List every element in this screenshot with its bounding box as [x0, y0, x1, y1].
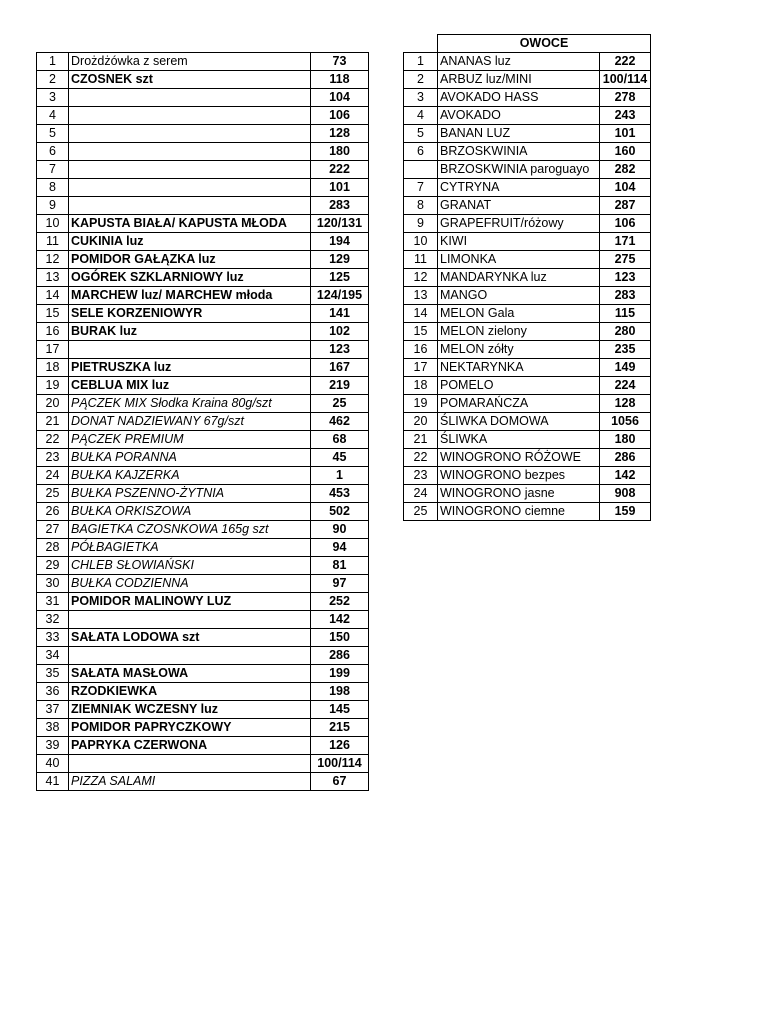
- table-row: [404, 449, 651, 467]
- product-code: 123: [311, 341, 369, 359]
- product-code: 286: [311, 647, 369, 665]
- table-row: [37, 287, 369, 305]
- table-row: [404, 323, 651, 341]
- product-code: 199: [311, 665, 369, 683]
- table-row: [404, 107, 651, 125]
- row-number: 8: [404, 197, 438, 215]
- table-row: [37, 737, 369, 755]
- product-name: PAPRYKA CZERWONA: [69, 737, 311, 755]
- row-number: 23: [37, 449, 69, 467]
- product-name: OGÓREK SZKLARNIOWY luz: [69, 269, 311, 287]
- product-name: BRZOSKWINIA paroguayo: [438, 161, 600, 179]
- product-name: POMIDOR MALINOWY LUZ: [69, 593, 311, 611]
- product-name: POMIDOR GAŁĄZKA luz: [69, 251, 311, 269]
- product-name: [69, 161, 311, 179]
- row-number: 2: [37, 71, 69, 89]
- product-name: WINOGRONO bezpes: [438, 467, 600, 485]
- fruits-header-row: [404, 35, 651, 53]
- table-row: [37, 233, 369, 251]
- product-code: 97: [311, 575, 369, 593]
- table-row: [37, 251, 369, 269]
- product-code: 275: [600, 251, 651, 269]
- product-name: CEBLUA MIX luz: [69, 377, 311, 395]
- product-name: AVOKADO HASS: [438, 89, 600, 107]
- product-name: MANGO: [438, 287, 600, 305]
- product-name: CHLEB SŁOWIAŃSKI: [69, 557, 311, 575]
- product-code: 462: [311, 413, 369, 431]
- product-code: 128: [600, 395, 651, 413]
- product-name: ŚLIWKA: [438, 431, 600, 449]
- product-name: ARBUZ luz/MINI: [438, 71, 600, 89]
- product-name: CYTRYNA: [438, 179, 600, 197]
- table-row: [37, 413, 369, 431]
- product-name: POMIDOR PAPRYCZKOWY: [69, 719, 311, 737]
- product-code: 101: [311, 179, 369, 197]
- product-name: ŚLIWKA DOMOWA: [438, 413, 600, 431]
- product-code: 128: [311, 125, 369, 143]
- product-name: BUŁKA ORKISZOWA: [69, 503, 311, 521]
- product-name: ZIEMNIAK WCZESNY luz: [69, 701, 311, 719]
- table-row: [37, 467, 369, 485]
- row-number: 7: [404, 179, 438, 197]
- table-row: [404, 413, 651, 431]
- row-number: 26: [37, 503, 69, 521]
- product-code: 142: [600, 467, 651, 485]
- table-row: [37, 377, 369, 395]
- product-code: 124/195: [311, 287, 369, 305]
- product-name: Drożdżówka z serem: [69, 53, 311, 71]
- product-code: 115: [600, 305, 651, 323]
- product-name: DONAT NADZIEWANY 67g/szt: [69, 413, 311, 431]
- row-number: 10: [404, 233, 438, 251]
- table-row: [37, 89, 369, 107]
- product-code: 104: [600, 179, 651, 197]
- product-code: 45: [311, 449, 369, 467]
- table-row: [37, 431, 369, 449]
- row-number: 12: [37, 251, 69, 269]
- table-row: [37, 557, 369, 575]
- table-row: [37, 575, 369, 593]
- product-name: MANDARYNKA luz: [438, 269, 600, 287]
- row-number: 11: [404, 251, 438, 269]
- table-row: [37, 503, 369, 521]
- table-row: [37, 683, 369, 701]
- table-row: [404, 431, 651, 449]
- product-code: 159: [600, 503, 651, 521]
- row-number: 15: [37, 305, 69, 323]
- product-code: 126: [311, 737, 369, 755]
- product-code: 219: [311, 377, 369, 395]
- row-number: 40: [37, 755, 69, 773]
- product-code: 100/114: [311, 755, 369, 773]
- row-number: 4: [37, 107, 69, 125]
- table-row: [404, 53, 651, 71]
- product-code: 222: [600, 53, 651, 71]
- product-name: WINOGRONO RÓŻOWE: [438, 449, 600, 467]
- row-number: 3: [37, 89, 69, 107]
- table-row: [37, 647, 369, 665]
- row-number: 22: [37, 431, 69, 449]
- row-number: 24: [37, 467, 69, 485]
- product-code: 167: [311, 359, 369, 377]
- table-row: [404, 503, 651, 521]
- row-number: 17: [404, 359, 438, 377]
- product-name: ANANAS luz: [438, 53, 600, 71]
- table-row: [404, 215, 651, 233]
- product-code: 102: [311, 323, 369, 341]
- product-name: GRANAT: [438, 197, 600, 215]
- product-code: 180: [600, 431, 651, 449]
- product-name: [69, 107, 311, 125]
- table-row: [37, 125, 369, 143]
- row-number: 9: [404, 215, 438, 233]
- row-number: 20: [37, 395, 69, 413]
- table-row: [37, 449, 369, 467]
- product-code: 224: [600, 377, 651, 395]
- table-row: [37, 539, 369, 557]
- table-row: [37, 701, 369, 719]
- product-name: SAŁATA MASŁOWA: [69, 665, 311, 683]
- product-name: MARCHEW luz/ MARCHEW młoda: [69, 287, 311, 305]
- product-code: 908: [600, 485, 651, 503]
- product-code: 180: [311, 143, 369, 161]
- vegetables-bakery-table: [36, 52, 369, 791]
- product-code: 171: [600, 233, 651, 251]
- row-number: 11: [37, 233, 69, 251]
- product-name: BRZOSKWINIA: [438, 143, 600, 161]
- product-name: PĄCZEK MIX Słodka Kraina 80g/szt: [69, 395, 311, 413]
- row-number: 6: [37, 143, 69, 161]
- row-number: 16: [404, 341, 438, 359]
- product-code: 252: [311, 593, 369, 611]
- product-name: BAGIETKA CZOSNKOWA 165g szt: [69, 521, 311, 539]
- row-number: 13: [404, 287, 438, 305]
- product-code: 106: [600, 215, 651, 233]
- row-number: 15: [404, 323, 438, 341]
- row-number: 21: [37, 413, 69, 431]
- product-code: 25: [311, 395, 369, 413]
- row-number: 38: [37, 719, 69, 737]
- right-table-body: [404, 35, 651, 521]
- table-row: [37, 719, 369, 737]
- product-name: KAPUSTA BIAŁA/ KAPUSTA MŁODA: [69, 215, 311, 233]
- product-name: BUŁKA PORANNA: [69, 449, 311, 467]
- table-row: [37, 161, 369, 179]
- product-code: 81: [311, 557, 369, 575]
- row-number: 20: [404, 413, 438, 431]
- product-name: MELON zółty: [438, 341, 600, 359]
- table-row: [37, 773, 369, 791]
- product-code: 94: [311, 539, 369, 557]
- product-code: 150: [311, 629, 369, 647]
- product-code: 1: [311, 467, 369, 485]
- row-number: 1: [404, 53, 438, 71]
- product-code: 282: [600, 161, 651, 179]
- row-number: 17: [37, 341, 69, 359]
- product-code: 141: [311, 305, 369, 323]
- row-number: 39: [37, 737, 69, 755]
- row-number: 31: [37, 593, 69, 611]
- product-name: GRAPEFRUIT/różowy: [438, 215, 600, 233]
- table-row: [37, 521, 369, 539]
- table-row: [404, 233, 651, 251]
- table-row: [404, 71, 651, 89]
- table-row: [37, 395, 369, 413]
- product-name: RZODKIEWKA: [69, 683, 311, 701]
- table-row: [37, 305, 369, 323]
- row-number: 24: [404, 485, 438, 503]
- product-code: 118: [311, 71, 369, 89]
- row-number: 16: [37, 323, 69, 341]
- product-name: CUKINIA luz: [69, 233, 311, 251]
- product-code: 149: [600, 359, 651, 377]
- table-row: [37, 323, 369, 341]
- product-code: 453: [311, 485, 369, 503]
- table-row: [404, 395, 651, 413]
- product-code: 502: [311, 503, 369, 521]
- product-name: AVOKADO: [438, 107, 600, 125]
- product-name: WINOGRONO ciemne: [438, 503, 600, 521]
- row-number: 6: [404, 143, 438, 161]
- product-name: PĄCZEK PREMIUM: [69, 431, 311, 449]
- table-row: [404, 485, 651, 503]
- table-row: [37, 269, 369, 287]
- product-code: 145: [311, 701, 369, 719]
- table-row: [37, 179, 369, 197]
- table-row: [37, 71, 369, 89]
- product-name: [69, 125, 311, 143]
- product-code: 243: [600, 107, 651, 125]
- table-row: [37, 53, 369, 71]
- product-code: 287: [600, 197, 651, 215]
- table-row: [37, 107, 369, 125]
- table-row: [37, 485, 369, 503]
- row-number: 14: [37, 287, 69, 305]
- row-number: 13: [37, 269, 69, 287]
- row-number: 10: [37, 215, 69, 233]
- table-row: [404, 197, 651, 215]
- table-row: [404, 359, 651, 377]
- product-name: BANAN LUZ: [438, 125, 600, 143]
- product-name: [69, 197, 311, 215]
- product-code: 104: [311, 89, 369, 107]
- table-row: [37, 359, 369, 377]
- product-name: BUŁKA PSZENNO-ŻYTNIA: [69, 485, 311, 503]
- product-name: [69, 755, 311, 773]
- product-name: MELON zielony: [438, 323, 600, 341]
- row-number: 19: [404, 395, 438, 413]
- row-number: 5: [37, 125, 69, 143]
- table-row: [404, 179, 651, 197]
- table-row: [37, 341, 369, 359]
- product-name: BUŁKA CODZIENNA: [69, 575, 311, 593]
- product-code: 67: [311, 773, 369, 791]
- product-code: 283: [311, 197, 369, 215]
- product-name: BURAK luz: [69, 323, 311, 341]
- product-name: [69, 179, 311, 197]
- row-number: 3: [404, 89, 438, 107]
- product-code: 120/131: [311, 215, 369, 233]
- product-name: POMELO: [438, 377, 600, 395]
- table-row: [404, 143, 651, 161]
- row-number: 23: [404, 467, 438, 485]
- product-name: SAŁATA LODOWA szt: [69, 629, 311, 647]
- row-number: 9: [37, 197, 69, 215]
- header-spacer: [404, 35, 438, 53]
- table-row: [37, 629, 369, 647]
- row-number: 18: [404, 377, 438, 395]
- row-number: 5: [404, 125, 438, 143]
- row-number: [404, 161, 438, 179]
- row-number: 21: [404, 431, 438, 449]
- row-number: 32: [37, 611, 69, 629]
- row-number: 30: [37, 575, 69, 593]
- row-number: 7: [37, 161, 69, 179]
- table-row: [37, 197, 369, 215]
- fruits-header: OWOCE: [438, 35, 651, 53]
- row-number: 25: [37, 485, 69, 503]
- product-name: [69, 647, 311, 665]
- row-number: 33: [37, 629, 69, 647]
- table-row: [37, 215, 369, 233]
- product-code: 283: [600, 287, 651, 305]
- row-number: 1: [37, 53, 69, 71]
- product-name: NEKTARYNKA: [438, 359, 600, 377]
- row-number: 37: [37, 701, 69, 719]
- product-code: 73: [311, 53, 369, 71]
- product-code: 278: [600, 89, 651, 107]
- row-number: 36: [37, 683, 69, 701]
- product-name: [69, 143, 311, 161]
- product-name: POMARAŃCZA: [438, 395, 600, 413]
- row-number: 8: [37, 179, 69, 197]
- product-name: BUŁKA KAJZERKA: [69, 467, 311, 485]
- product-code: 194: [311, 233, 369, 251]
- product-code: 90: [311, 521, 369, 539]
- table-row: [37, 593, 369, 611]
- product-name: [69, 611, 311, 629]
- product-code: 101: [600, 125, 651, 143]
- table-row: [37, 665, 369, 683]
- row-number: 4: [404, 107, 438, 125]
- row-number: 2: [404, 71, 438, 89]
- product-name: WINOGRONO jasne: [438, 485, 600, 503]
- product-code: 1056: [600, 413, 651, 431]
- table-row: [404, 89, 651, 107]
- product-name: PIZZA SALAMI: [69, 773, 311, 791]
- product-name: PÓŁBAGIETKA: [69, 539, 311, 557]
- product-code: 100/114: [600, 71, 651, 89]
- table-row: [404, 287, 651, 305]
- product-name: SELE KORZENIOWYR: [69, 305, 311, 323]
- row-number: 29: [37, 557, 69, 575]
- product-code: 160: [600, 143, 651, 161]
- row-number: 34: [37, 647, 69, 665]
- product-code: 286: [600, 449, 651, 467]
- table-row: [404, 269, 651, 287]
- product-name: CZOSNEK szt: [69, 71, 311, 89]
- product-code: 125: [311, 269, 369, 287]
- table-row: [404, 305, 651, 323]
- product-code: 142: [311, 611, 369, 629]
- table-row: [404, 125, 651, 143]
- product-name: KIWI: [438, 233, 600, 251]
- product-code: 198: [311, 683, 369, 701]
- fruits-table: [403, 34, 651, 521]
- product-code: 222: [311, 161, 369, 179]
- row-number: 14: [404, 305, 438, 323]
- product-code: 215: [311, 719, 369, 737]
- table-row: [404, 341, 651, 359]
- row-number: 19: [37, 377, 69, 395]
- table-row: [404, 467, 651, 485]
- product-name: [69, 341, 311, 359]
- table-row: [404, 251, 651, 269]
- table-row: [404, 377, 651, 395]
- product-code: 123: [600, 269, 651, 287]
- table-row: [404, 161, 651, 179]
- product-code: 106: [311, 107, 369, 125]
- product-name: MELON Gala: [438, 305, 600, 323]
- row-number: 35: [37, 665, 69, 683]
- row-number: 18: [37, 359, 69, 377]
- row-number: 27: [37, 521, 69, 539]
- row-number: 12: [404, 269, 438, 287]
- table-row: [37, 143, 369, 161]
- product-code: 129: [311, 251, 369, 269]
- row-number: 25: [404, 503, 438, 521]
- product-code: 68: [311, 431, 369, 449]
- product-name: [69, 89, 311, 107]
- table-row: [37, 755, 369, 773]
- row-number: 41: [37, 773, 69, 791]
- row-number: 28: [37, 539, 69, 557]
- product-name: PIETRUSZKA luz: [69, 359, 311, 377]
- left-table-body: [37, 53, 369, 791]
- product-name: LIMONKA: [438, 251, 600, 269]
- product-code: 280: [600, 323, 651, 341]
- table-row: [37, 611, 369, 629]
- product-code: 235: [600, 341, 651, 359]
- row-number: 22: [404, 449, 438, 467]
